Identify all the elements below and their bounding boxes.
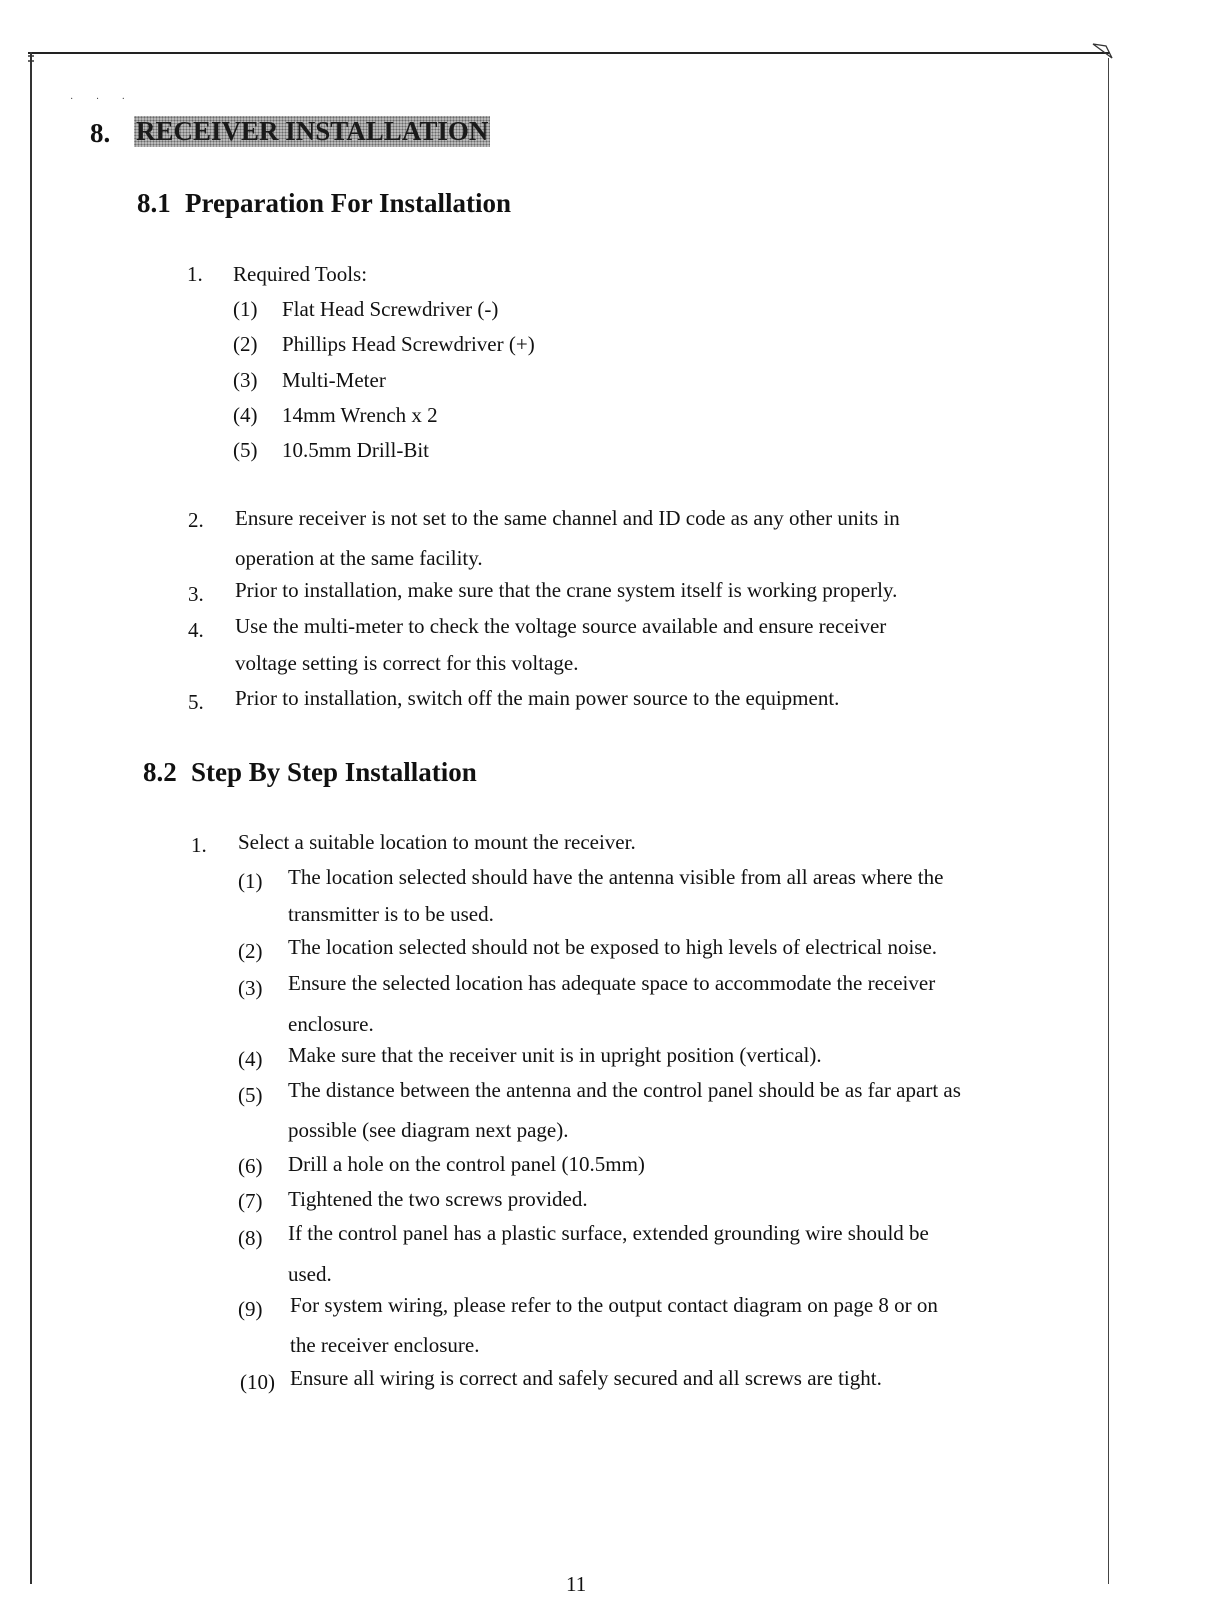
prep-item-2-text: Ensure receiver is not set to the same channel and ID code as any other units in — [235, 506, 900, 530]
tool-item-number: (4) — [233, 403, 258, 427]
subsection-heading-8-1 — [137, 188, 511, 219]
prep-item-4-continuation: voltage setting is correct for this voltage. — [235, 651, 579, 675]
step-subitem-number: (6) — [238, 1154, 263, 1178]
prep-item-1-text: Required Tools: — [233, 262, 368, 286]
subsection-title: Preparation For Installation — [185, 188, 512, 218]
page-frame-left-rule — [30, 52, 32, 1584]
subsection-number: 8.1 — [137, 188, 171, 218]
step-subitem-text: If the control panel has a plastic surface, extended grounding wire should be — [288, 1221, 929, 1245]
prep-item-3-number: 3. — [188, 582, 204, 606]
step-subitem-number: (9) — [238, 1297, 263, 1321]
page-corner-fold-icon — [1092, 42, 1114, 60]
step-subitem-continuation: possible (see diagram next page). — [288, 1118, 569, 1142]
tool-item-number: (5) — [233, 438, 258, 462]
step-subitem-text: The location selected should have the antenna visible from all areas where the — [288, 865, 944, 889]
subsection-heading-8-2 — [143, 757, 477, 788]
page-frame-right-rule — [1108, 58, 1109, 1584]
step-subitem-number: (5) — [238, 1083, 263, 1107]
prep-item-3-text: Prior to installation, make sure that the crane system itself is working properly. — [235, 578, 898, 602]
prep-item-4-number: 4. — [188, 618, 204, 642]
prep-item-4-text: Use the multi-meter to check the voltage source available and ensure receiver — [235, 614, 887, 638]
step-subitem-continuation: the receiver enclosure. — [290, 1333, 480, 1357]
step-item-1-text: Select a suitable location to mount the receiver. — [238, 830, 636, 854]
binding-mark-icon — [26, 52, 36, 68]
tool-item-text: Flat Head Screwdriver (-) — [282, 297, 499, 321]
step-subitem-continuation: used. — [288, 1262, 332, 1286]
step-subitem-number: (1) — [238, 869, 263, 893]
tool-item-text: Multi-Meter — [282, 368, 386, 392]
page-number: 11 — [566, 1572, 587, 1596]
prep-item-1-number: 1. — [187, 262, 203, 286]
step-subitem-text: Drill a hole on the control panel (10.5mm) — [288, 1152, 645, 1176]
step-subitem-number: (8) — [238, 1226, 263, 1250]
tool-item-number: (3) — [233, 368, 258, 392]
step-item-1-number: 1. — [191, 833, 207, 857]
step-subitem-number: (10) — [240, 1370, 275, 1394]
prep-item-2-number: 2. — [188, 508, 204, 532]
step-subitem-number: (4) — [238, 1047, 263, 1071]
tool-item-text: 14mm Wrench x 2 — [282, 403, 438, 427]
step-subitem-text: The location selected should not be exposed to high levels of electrical noise. — [288, 935, 938, 959]
subsection-title: Step By Step Installation — [191, 757, 477, 787]
step-subitem-text: Tightened the two screws provided. — [288, 1187, 588, 1211]
tool-item-text: 10.5mm Drill-Bit — [282, 438, 429, 462]
scan-specks: · · · — [70, 94, 135, 105]
prep-item-5-text: Prior to installation, switch off the main power source to the equipment. — [235, 686, 840, 710]
subsection-number: 8.2 — [143, 757, 177, 787]
step-subitem-text: Ensure the selected location has adequate space to accommodate the receiver — [288, 971, 936, 995]
section-title: RECEIVER INSTALLATION — [136, 116, 489, 146]
tool-item-number: (2) — [233, 332, 258, 356]
step-subitem-text: Make sure that the receiver unit is in upright position (vertical). — [288, 1043, 822, 1067]
section-number: 8. — [90, 118, 111, 148]
step-subitem-number: (7) — [238, 1189, 263, 1213]
step-subitem-text: Ensure all wiring is correct and safely secured and all screws are tight. — [290, 1366, 882, 1390]
step-subitem-text: For system wiring, please refer to the output contact diagram on page 8 or on — [290, 1293, 938, 1317]
page-frame-top-rule — [28, 52, 1110, 54]
step-subitem-text: The distance between the antenna and the control panel should be as far apart as — [288, 1078, 961, 1102]
prep-item-5-number: 5. — [188, 690, 204, 714]
prep-item-2-continuation: operation at the same facility. — [235, 546, 483, 570]
step-subitem-continuation: enclosure. — [288, 1012, 374, 1036]
step-subitem-number: (3) — [238, 976, 263, 1000]
tool-item-number: (1) — [233, 297, 258, 321]
step-subitem-number: (2) — [238, 939, 263, 963]
step-subitem-continuation: transmitter is to be used. — [288, 902, 494, 926]
tool-item-text: Phillips Head Screwdriver (+) — [282, 332, 535, 356]
